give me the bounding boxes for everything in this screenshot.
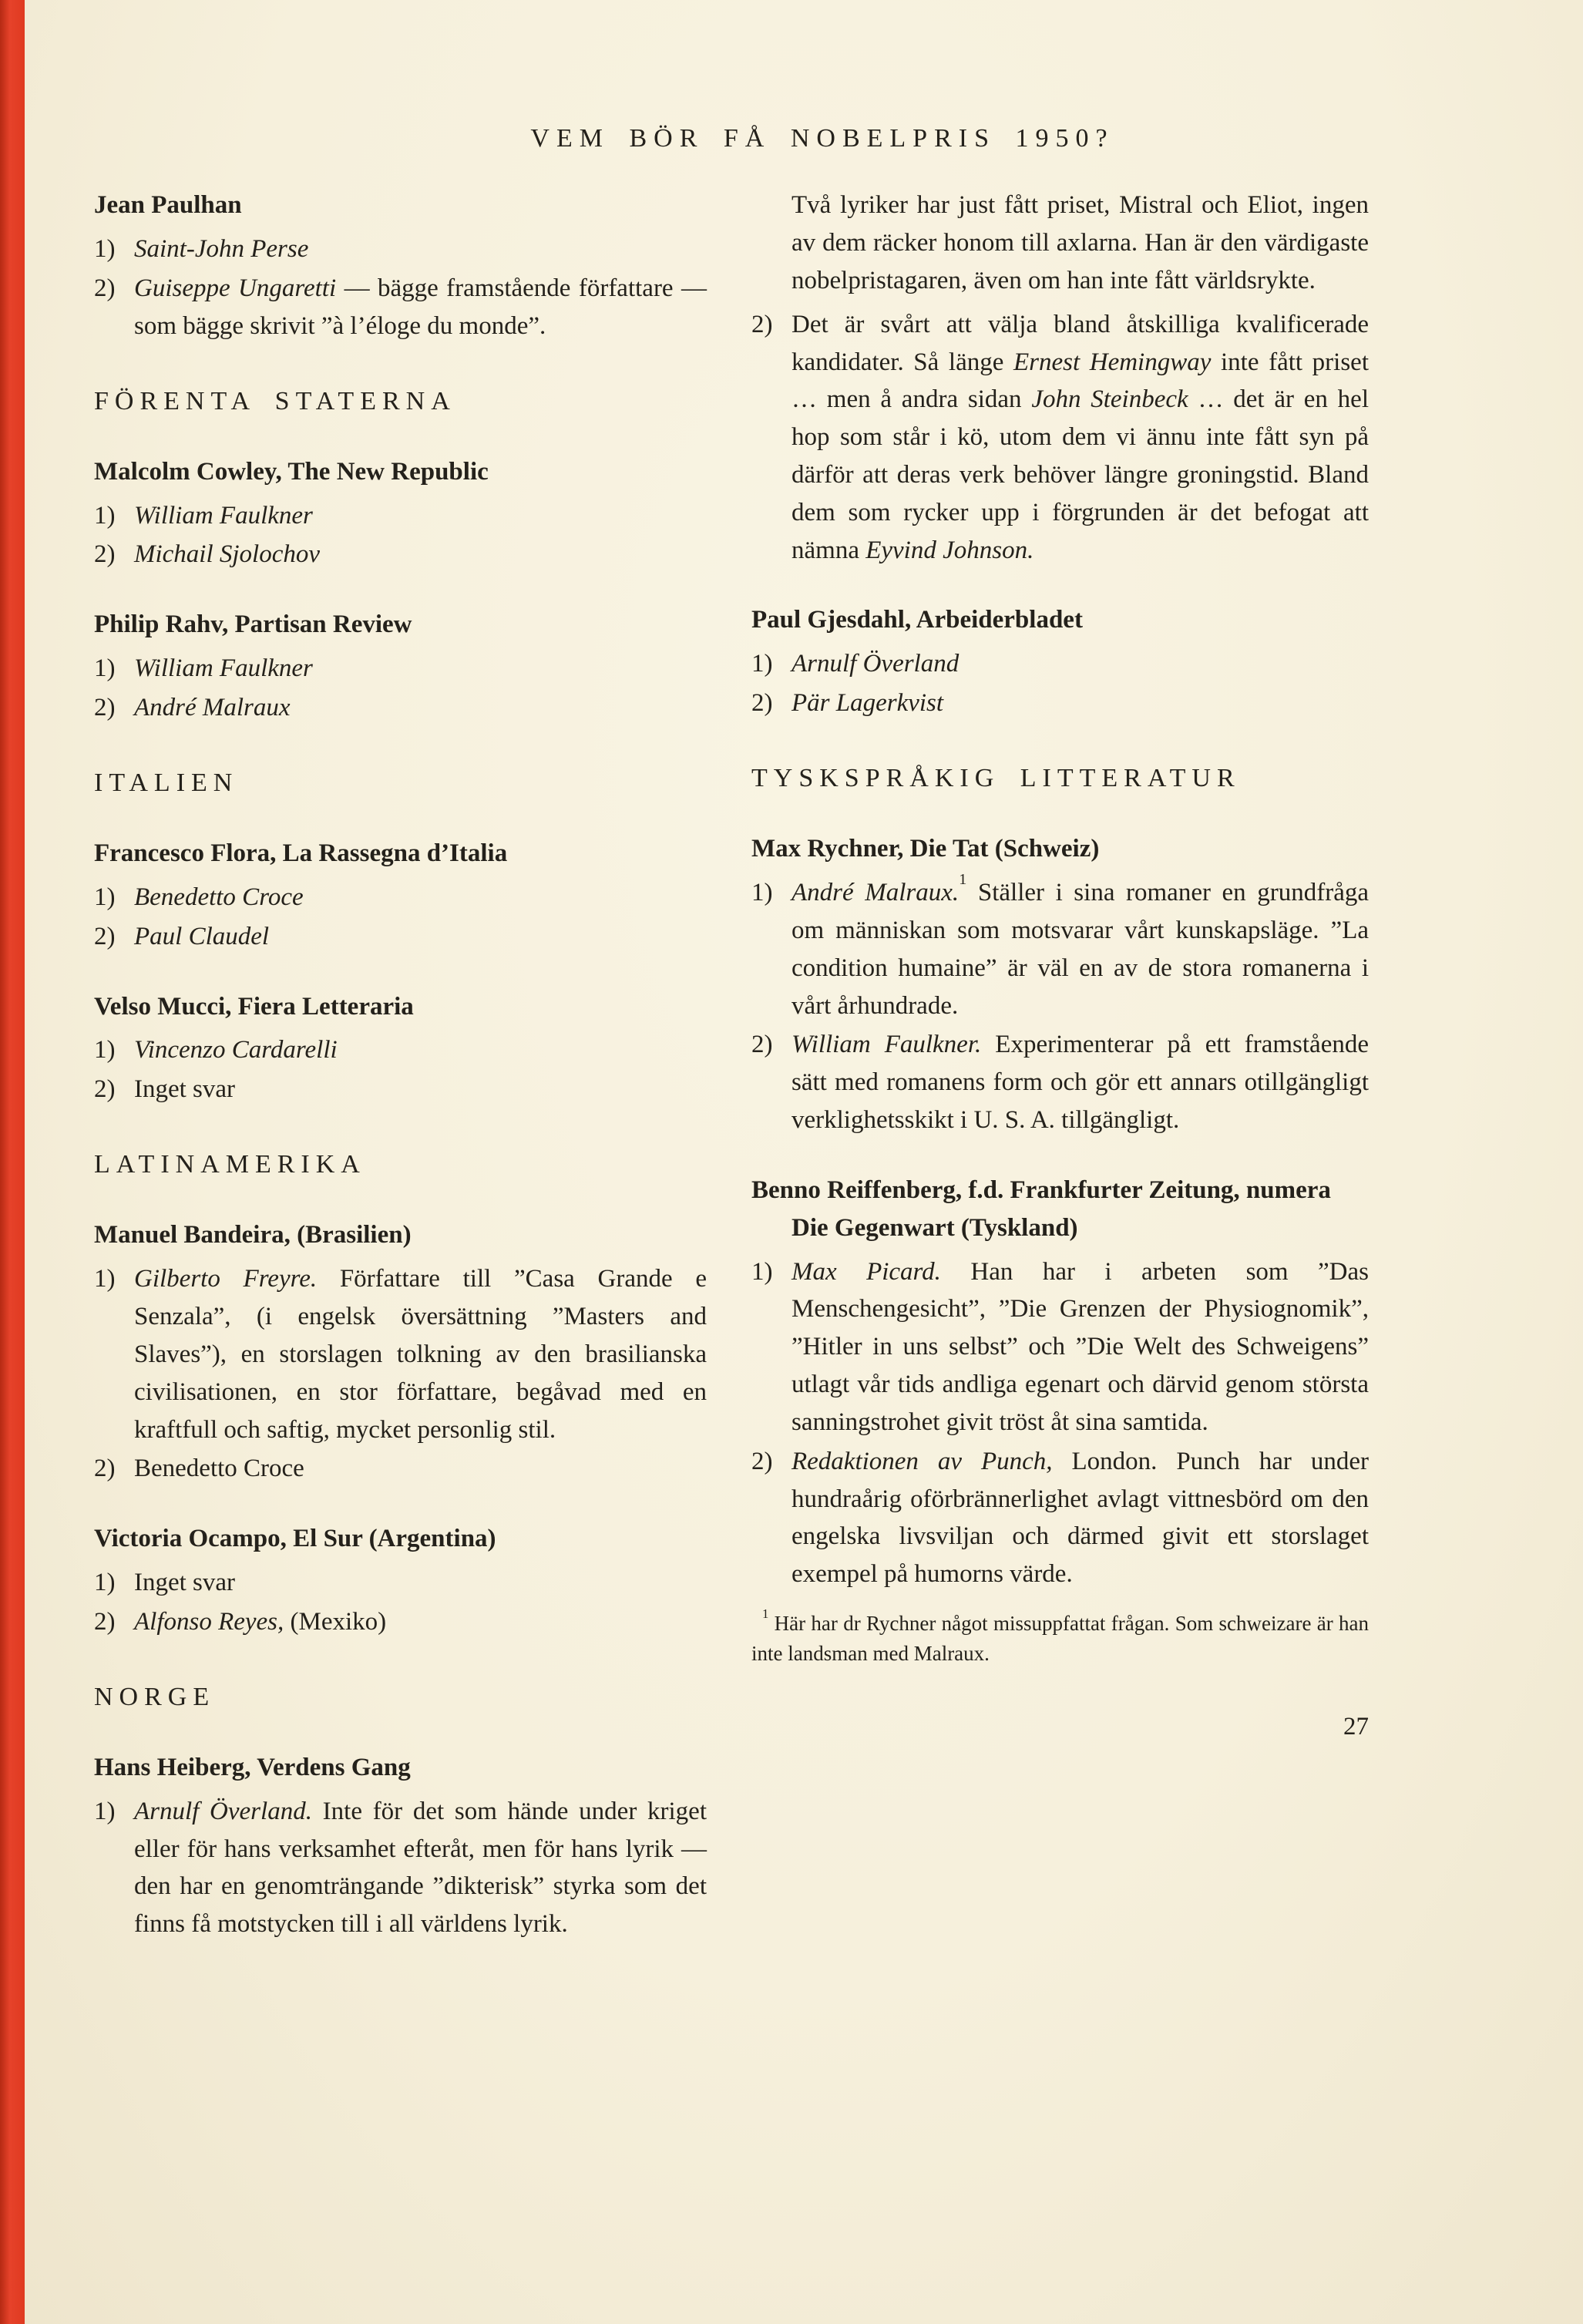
item-number: 1) [751,650,773,678]
section-heading: ITALIEN [94,768,239,797]
item-number: 2) [751,689,773,718]
list-item [94,1450,707,1488]
text-run: Här har dr Rychner något missuppfattat frågan. Som schweizare är han inte landsman med Malraux. [751,1612,1369,1666]
section-heading: LATINAMERIKA [94,1150,366,1179]
item-number: 2) [94,693,116,721]
item-number: 1) [94,1036,116,1064]
critic-name [94,453,707,491]
footnote-marker: 1 [959,870,967,888]
text-run: William Faulkner. [792,1031,982,1059]
text-run: Redaktionen av Punch, [792,1447,1053,1475]
footnote [751,1606,1369,1670]
text-run: Max Picard. [792,1257,941,1286]
list-item [94,230,707,268]
text-run: Han har i arbeten som ”Das Menschengesicht”, ”Die Grenzen der Physiognomik”, ”Hitler in uns selbst” och ”Die Welt des Schweigens” utlagt vår tids andliga egenart och därvid genom största sanningstrohet givit tröst åt sina samtida. [792,1257,1369,1436]
text-run: William Faulkner [134,654,313,683]
text-run: Det är svårt att välja bland åtskilliga kvalificerade kandidater. Så länge [792,310,1369,376]
item-number: 2) [751,310,773,338]
critic-name [94,1216,707,1254]
item-number: 2) [94,922,116,950]
section-heading: NORGE [94,1682,216,1711]
text-run: Två lyriker har just fått priset, Mistral och Eliot, ingen av dem räcker honom till axlarna. Han är den värdigaste nobelpristagaren, även om han inte fått världsrykte. [792,191,1369,294]
text-run: John Steinbeck [1031,385,1188,414]
text-run: Alfonso Reyes, [134,1607,284,1636]
item-number: 2) [94,540,116,569]
left-column [94,187,707,1945]
item-number: 1) [94,654,116,683]
item-number: 1) [94,1797,116,1825]
page-number: 27 [1343,1712,1369,1740]
critic-name [751,830,1369,868]
text-run: Arnulf Överland [792,650,960,678]
text-run: Paul Claudel [134,922,270,950]
critic-name [94,187,707,224]
item-number: 2) [751,1447,773,1475]
text-run: Michail Sjolochov [134,540,321,569]
list-item [94,1260,707,1448]
item-number: 2) [94,1607,116,1636]
text-run: Inget svar [134,1075,236,1104]
text-run: Gilberto Freyre. [134,1265,318,1293]
list-item [751,684,1369,722]
book-spine-stripe [0,0,25,2324]
text-run: André Malraux [134,693,291,721]
text-run: Malcolm Cowley, The New Republic [94,457,489,486]
list-item [94,536,707,573]
critic-name [94,1520,707,1558]
list-item [94,1793,707,1943]
list-item [751,1443,1369,1593]
text-run: Benedetto Croce [134,883,304,911]
text-run: Max Rychner, Die Tat (Schweiz) [751,835,1100,863]
critic-name [94,988,707,1026]
item-number: 2) [94,1075,116,1104]
text-run: Hans Heiberg, Verdens Gang [94,1753,411,1781]
list-item [94,879,707,916]
list-item [94,650,707,688]
list-item [94,1031,707,1069]
columns [94,187,1373,1945]
text-run: André Malraux. [792,879,960,907]
text-run: Paul Gjesdahl, Arbeiderbladet [751,606,1083,634]
text-run: Philip Rahv, Partisan Review [94,610,412,639]
text-run: Vincenzo Cardarelli [134,1036,338,1064]
text-run: … det är en hel hop som står i kö, utom dem vi ännu inte fått syn på därför att deras verk behöver längre groningstid. Bland dem som rycker upp i förgrunden är det befogat att nämna [792,385,1369,564]
footnote-marker: 1 [762,1606,769,1622]
list-item [751,1253,1369,1441]
right-column-wrap [751,187,1373,1741]
list-item [751,306,1369,570]
critic-name [94,1749,707,1787]
text-run: Inget svar [134,1569,236,1596]
list-item [94,497,707,535]
list-item [751,645,1369,683]
list-item [94,689,707,727]
continuation-paragraph [751,187,1369,299]
text-run: — bägge framstående författare — som bägge skrivit ”à l’éloge du monde”. [134,274,707,340]
text-run: Benedetto Croce [134,1455,304,1483]
text-run: Manuel Bandeira, (Brasilien) [94,1221,412,1249]
list-item [94,1071,707,1108]
list-item [751,870,1369,1024]
item-number: 1) [94,1265,116,1293]
list-item [94,918,707,956]
text-run: Jean Paulhan [94,191,242,220]
text-run: Författare till ”Casa Grande e Senzala”, (i engelsk översättning ”Masters and Slaves”), en storslagen tolkning av den brasilianska civilisationen, en stor författare, begåvad med en kraftfull och saftig, mycket personlig stil. [134,1265,707,1444]
critic-name [94,606,707,644]
text-run: Velso Mucci, Fiera Letteraria [94,992,414,1021]
critic-name [94,835,707,873]
text-run: Ernest Hemingway [1013,348,1212,376]
text-run: Inte för det som hände under kriget eller för hans verksamhet efteråt, men för hans lyrik — den har en genomträngande ”dikterisk” styrka som det finns få motstycken till i all världens lyrik. [134,1797,707,1939]
item-number: 2) [94,274,116,302]
text-run: Victoria Ocampo, El Sur (Argentina) [94,1525,496,1553]
list-item [94,1564,707,1602]
text-run: London. Punch har under hundraårig oförbrännerlighet avlagt vittnesbörd om den engelska livsviljan och därmed givit ett storslaget exempel på humorns värde. [792,1447,1369,1589]
critic-name [751,601,1369,639]
text-run: William Faulkner [134,501,313,530]
text-run: Ställer i sina romaner en grundfråga om människan som motsvarar vårt kunskapsläge. ”La condition humaine” är väl en av de stora romanerna i vårt århundrade. [792,879,1369,1020]
right-column [751,187,1369,1670]
text-run: Guiseppe Ungaretti [134,274,337,302]
item-number: 1) [94,501,116,530]
page [94,122,1373,1945]
text-run: Pär Lagerkvist [792,689,944,718]
item-number: 1) [751,1257,773,1286]
item-number: 1) [751,879,773,907]
text-run: Arnulf Överland. [134,1797,312,1825]
item-number: 1) [94,235,116,264]
item-number: 1) [94,1569,116,1596]
text-run: inte fått priset … men å andra sidan [792,348,1369,414]
list-item [94,270,707,345]
item-number: 1) [94,883,116,911]
text-run: Francesco Flora, La Rassegna d’Italia [94,839,508,868]
text-run: Benno Reiffenberg, f.d. Frankfurter Zeitung, numera Die Gegenwart (Tyskland) [751,1175,1331,1242]
page-title: VEM BÖR FÅ NOBELPRIS 1950? [530,124,1114,153]
text-run: Experimenterar på ett framstående sätt med romanens form och gör ett annars otillgängligt verklighetsskikt i U. S. A. tillgängligt. [792,1031,1369,1135]
text-run: Eyvind Johnson. [865,536,1034,564]
list-item [751,1026,1369,1138]
item-number: 2) [94,1455,116,1483]
text-run: Saint-John Perse [134,235,309,264]
section-heading: FÖRENTA STATERNA [94,386,456,415]
item-number: 2) [751,1031,773,1059]
text-run: (Mexiko) [284,1607,387,1636]
list-item [94,1603,707,1641]
section-heading: TYSKSPRÅKIG LITTERATUR [751,763,1241,792]
critic-name [751,1172,1369,1247]
